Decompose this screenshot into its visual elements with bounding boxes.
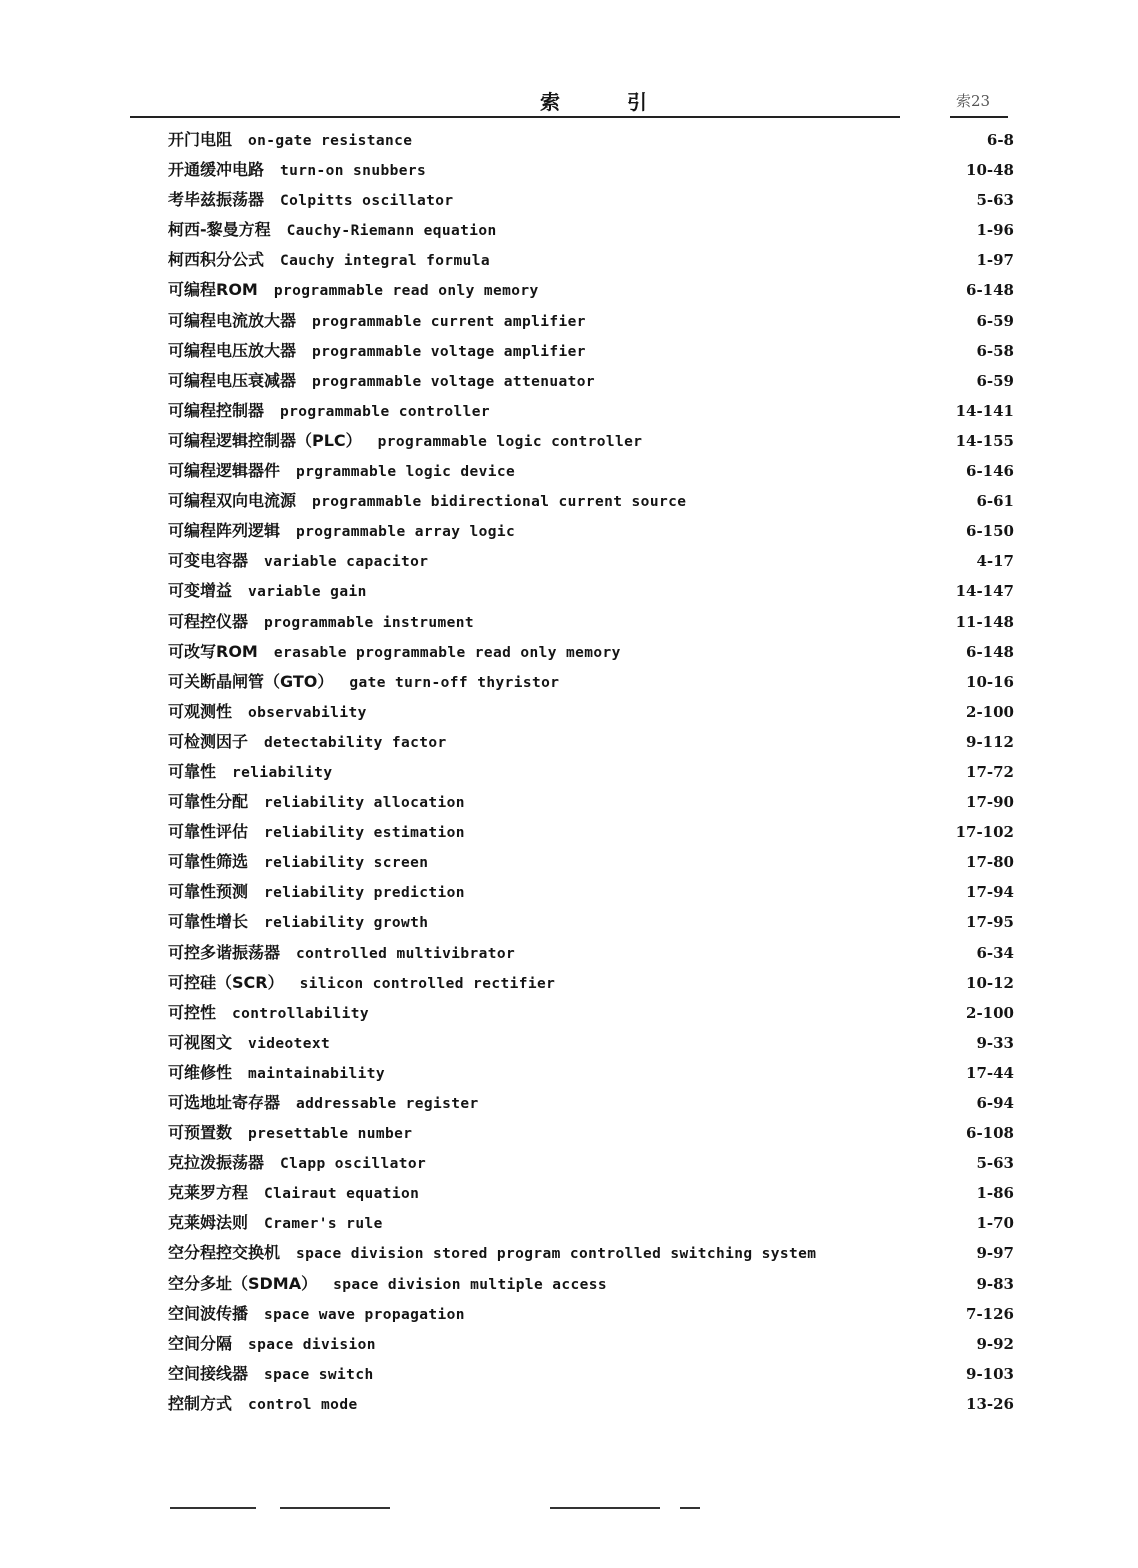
entry-chinese-term: 可关断晶闸管（GTO） [168,671,334,691]
entry-chinese-term: 可控多谐振荡器 [168,942,281,962]
entry-page-reference: 6-59 [976,311,1014,330]
index-entry [168,1330,1018,1360]
index-entry [168,1089,1018,1119]
index-entry-list [168,126,1018,1420]
entry-english-term: programmable voltage amplifier [312,343,586,360]
entry-chinese-term: 可靠性 [168,761,217,781]
index-entry [168,577,1018,607]
entry-page-reference: 11-148 [955,612,1014,631]
entry-english-term: Cauchy integral formula [280,253,490,270]
entry-page-reference: 4-17 [976,552,1014,571]
index-entry [168,728,1018,758]
entry-english-term: programmable array logic [296,524,516,541]
entry-page-reference: 17-44 [966,1063,1014,1082]
entry-english-term: programmable read only memory [273,283,539,300]
entry-english-term: reliability growth [264,915,429,932]
entry-chinese-term: 可编程电流放大器 [168,310,297,330]
entry-chinese-term: 可变电容器 [168,551,249,571]
entry-english-term: space division multiple access [333,1276,608,1293]
entry-english-term: programmable bidirectional current source [312,494,687,511]
entry-english-term: Clapp oscillator [280,1156,427,1173]
entry-page-reference: 6-61 [976,492,1014,511]
entry-page-reference: 17-94 [966,883,1014,902]
entry-page-reference: 14-155 [955,431,1014,450]
entry-english-term: erasable programmable read only memory [273,644,621,661]
index-entry [168,908,1018,938]
entry-page-reference: 1-86 [976,1184,1014,1203]
entry-chinese-term: 可靠性分配 [168,792,249,812]
entry-english-term: gate turn-off thyristor [349,674,560,691]
entry-page-reference: 6-59 [976,371,1014,390]
page-title: 索 引 [540,90,677,114]
entry-chinese-term: 空间波传播 [168,1303,249,1323]
entry-page-reference: 14-141 [955,401,1014,420]
entry-english-term: prgrammable logic device [296,464,516,481]
index-entry [168,1209,1018,1239]
entry-english-term: control mode [248,1396,358,1413]
entry-chinese-term: 可编程ROM [168,280,258,300]
index-entry [168,307,1018,337]
entry-page-reference: 6-146 [966,462,1014,481]
entry-chinese-term: 可观测性 [168,701,233,721]
entry-english-term: reliability estimation [264,825,465,842]
index-entry [168,276,1018,306]
entry-page-reference: 7-126 [966,1304,1014,1323]
entry-chinese-term: 可靠性增长 [168,912,249,932]
entry-english-term: programmable controller [280,403,490,420]
entry-english-term: addressable register [296,1096,479,1112]
index-entry [168,969,1018,999]
entry-page-reference: 10-16 [966,672,1014,691]
page-header [0,0,1138,130]
index-entry [168,638,1018,668]
entry-chinese-term: 空分多址（SDMA） [168,1273,318,1293]
entry-page-reference: 17-102 [955,823,1014,842]
entry-english-term: programmable current amplifier [312,313,586,330]
index-entry [168,1270,1018,1300]
entry-chinese-term: 可预置数 [168,1123,233,1143]
entry-page-reference: 14-147 [955,582,1014,601]
entry-chinese-term: 柯西积分公式 [168,250,265,270]
entry-chinese-term: 柯西-黎曼方程 [168,220,271,240]
entry-chinese-term: 可维修性 [168,1062,233,1082]
index-entry [168,1029,1018,1059]
index-entry [168,758,1018,788]
entry-page-reference: 9-103 [966,1364,1014,1383]
entry-page-reference: 9-92 [976,1334,1014,1353]
entry-page-reference: 2-100 [966,1003,1014,1022]
entry-chinese-term: 可程控仪器 [168,611,249,631]
entry-english-term: presettable number [248,1126,413,1143]
entry-chinese-term: 可靠性预测 [168,882,249,902]
header-rule-gap [900,114,950,120]
entry-chinese-term: 可视图文 [168,1032,233,1052]
index-entry [168,367,1018,397]
entry-english-term: Cramer's rule [264,1216,383,1233]
entry-english-term: controlled multivibrator [296,945,516,962]
index-entry [168,246,1018,276]
entry-chinese-term: 控制方式 [168,1393,233,1413]
entry-chinese-term: 可变增益 [168,581,233,601]
index-entry [168,878,1018,908]
entry-english-term: reliability prediction [264,885,465,902]
entry-chinese-term: 可编程控制器 [168,400,265,420]
entry-english-term: space division stored program controlled switching system [296,1246,817,1263]
index-entry [168,668,1018,698]
entry-english-term: videotext [248,1035,331,1052]
entry-chinese-term: 开通缓冲电路 [168,160,265,180]
index-entry [168,1390,1018,1420]
index-entry [168,126,1018,156]
entry-english-term: reliability [232,764,333,781]
entry-chinese-term: 可控性 [168,1002,217,1022]
index-entry [168,939,1018,969]
header-rule [130,116,1008,118]
entry-chinese-term: 克莱罗方程 [168,1183,249,1203]
entry-page-reference: 6-150 [966,522,1014,541]
index-entry [168,1059,1018,1089]
index-entry [168,427,1018,457]
entry-english-term: silicon controlled rectifier [299,975,556,992]
index-entry [168,1149,1018,1179]
index-entry [168,788,1018,818]
index-entry [168,608,1018,638]
entry-english-term: variable gain [248,584,367,601]
index-entry [168,1119,1018,1149]
index-entry [168,337,1018,367]
entry-english-term: space wave propagation [264,1306,465,1323]
entry-english-term: programmable voltage attenuator [312,373,596,390]
entry-page-reference: 6-8 [986,131,1014,149]
index-entry [168,216,1018,246]
entry-english-term: controllability [232,1005,369,1022]
entry-chinese-term: 克拉泼振荡器 [168,1153,265,1173]
entry-page-reference: 5-63 [976,1154,1014,1173]
entry-page-reference: 6-94 [976,1094,1014,1112]
entry-chinese-term: 可编程电压放大器 [168,340,297,360]
entry-chinese-term: 可编程逻辑器件 [168,461,281,481]
entry-english-term: Clairaut equation [264,1186,420,1203]
entry-english-term: reliability allocation [264,795,465,812]
entry-chinese-term: 可编程双向电流源 [168,491,297,511]
entry-english-term: programmable logic controller [377,433,643,450]
entry-page-reference: 9-83 [976,1274,1014,1293]
entry-english-term: space division [248,1336,376,1353]
entry-english-term: reliability screen [264,855,429,872]
entry-page-reference: 6-148 [966,642,1014,661]
entry-chinese-term: 空间分隔 [168,1333,233,1353]
entry-chinese-term: 可编程逻辑控制器（PLC） [168,430,362,450]
entry-page-reference: 17-72 [966,762,1014,781]
entry-chinese-term: 克莱姆法则 [168,1213,249,1233]
entry-page-reference: 9-112 [966,732,1014,751]
entry-page-reference: 1-70 [976,1214,1014,1233]
entry-english-term: space switch [264,1366,374,1383]
entry-chinese-term: 可检测因子 [168,731,249,751]
index-entry [168,1179,1018,1209]
entry-chinese-term: 可编程阵列逻辑 [168,521,281,541]
entry-page-reference: 1-96 [976,221,1014,240]
entry-english-term: on-gate resistance [248,133,413,149]
index-entry [168,818,1018,848]
index-entry [168,999,1018,1029]
entry-page-reference: 17-80 [966,853,1014,872]
entry-chinese-term: 可改写ROM [168,641,258,661]
entry-page-reference: 6-108 [966,1124,1014,1143]
entry-chinese-term: 开门电阻 [168,130,233,149]
entry-english-term: maintainability [248,1065,385,1082]
footer-rule [170,1505,730,1511]
entry-chinese-term: 可靠性评估 [168,822,249,842]
entry-page-reference: 17-90 [966,793,1014,812]
index-entry [168,457,1018,487]
entry-page-reference: 9-97 [976,1244,1014,1263]
entry-page-reference: 5-63 [976,191,1014,210]
entry-chinese-term: 考毕兹振荡器 [168,190,265,210]
entry-english-term: Colpitts oscillator [280,193,454,210]
entry-page-reference: 13-26 [966,1394,1014,1413]
index-entry [168,1239,1018,1269]
index-entry [168,547,1018,577]
entry-page-reference: 10-48 [966,161,1014,180]
page-number: 索23 [956,92,991,110]
entry-chinese-term: 可控硅（SCR） [168,972,284,992]
entry-english-term: variable capacitor [264,554,429,571]
index-entry [168,1300,1018,1330]
entry-english-term: observability [248,704,367,721]
entry-page-reference: 6-58 [976,341,1014,360]
entry-page-reference: 2-100 [966,702,1014,721]
entry-english-term: detectability factor [264,734,447,751]
index-entry [168,848,1018,878]
entry-english-term: programmable instrument [264,614,474,631]
entry-chinese-term: 空分程控交换机 [168,1243,281,1263]
index-entry [168,517,1018,547]
index-entry [168,487,1018,517]
index-entry [168,698,1018,728]
entry-english-term: Cauchy-Riemann equation [286,223,497,240]
entry-chinese-term: 可选地址寄存器 [168,1093,281,1112]
entry-page-reference: 10-12 [966,973,1014,992]
index-entry [168,1360,1018,1390]
entry-page-reference: 1-97 [976,251,1014,270]
entry-chinese-term: 可靠性筛选 [168,852,249,872]
entry-page-reference: 6-148 [966,281,1014,300]
index-entry [168,156,1018,186]
index-entry [168,186,1018,216]
entry-english-term: turn-on snubbers [280,163,427,180]
entry-page-reference: 6-34 [976,943,1014,962]
entry-page-reference: 17-95 [966,913,1014,932]
entry-chinese-term: 空间接线器 [168,1363,249,1383]
index-entry [168,397,1018,427]
entry-chinese-term: 可编程电压衰减器 [168,370,297,390]
entry-page-reference: 9-33 [976,1033,1014,1052]
